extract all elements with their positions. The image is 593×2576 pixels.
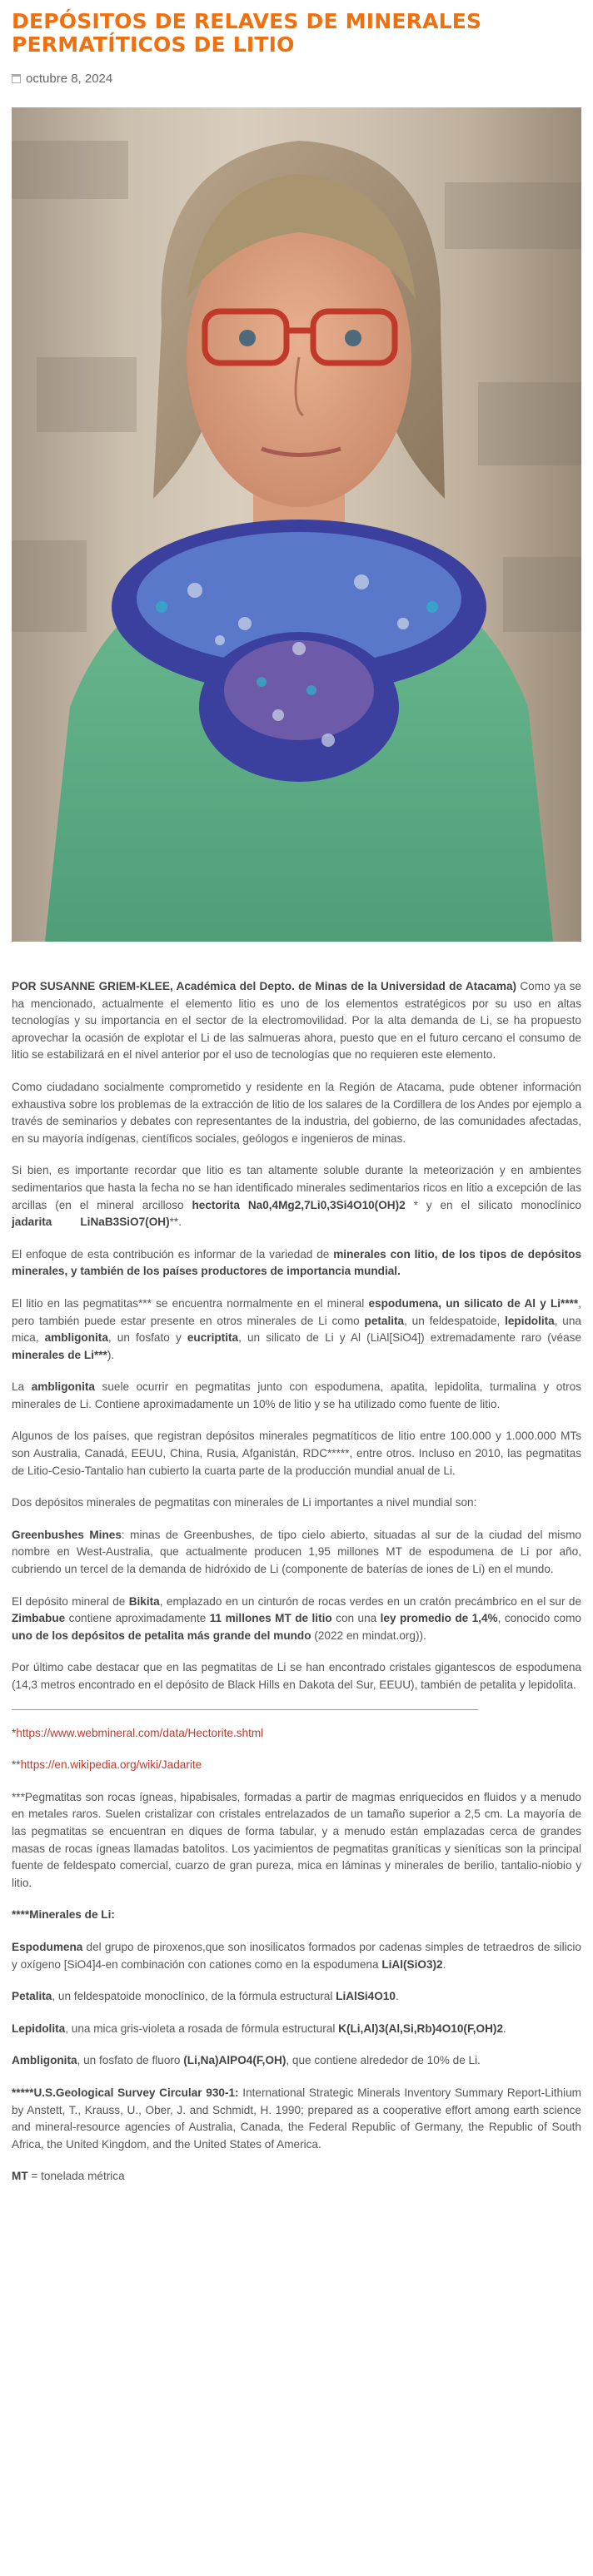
- footnote: Espodumena del grupo de piroxenos,que son inosilicatos formados por cadenas simples de tetraedros de silicio y oxígeno [SiO4]4-en combinación con cationes como en la espodumena LiAl(SiO3)2.: [12, 1940, 581, 1971]
- footnote: Petalita, un feldespatoide monoclínico, de la fórmula estructural LiAlSi4O10.: [12, 1990, 399, 2003]
- page-title: DEPÓSITOS DE RELAVES DE MINERALES PERMATÍTICOS DE LITIO: [12, 9, 482, 57]
- paragraph: Si bien, es importante recordar que litio es tan altamente soluble durante la meteorización y en ambientes sedimentarios que hasta la fecha no se han identificado minerales sedimentarios ricos en litio a excepción de las arcillas (en el mineral arcilloso hectorita Na0,4Mg2,7Li0,3Si4O10(OH)2 * y en el silicato monoclínico jadarita LiNaB3SiO7(OH)**.: [12, 1164, 581, 1229]
- paragraph: El enfoque de esta contribución es informar de la variedad de minerales con litio, de los tipos de depósitos minerales, y también de los países productores de importancia mundial.: [12, 1247, 582, 1278]
- paragraph: Greenbushes Mines: minas de Greenbushes, de tipo cielo abierto, situadas al sur de la ciudad del mismo nombre en West-Australia, que actualmente producen 1,95 millones MT de espodumena de Li por año, cubriendo un tercel de la demanda de hidróxido de Li (componente de baterías de iones de Li) en el mundo.: [12, 1528, 581, 1576]
- paragraph: La ambligonita suele ocurrir en pegmatitas junto con espodumena, apatita, lepidolita, turmalina y otros minerales de Li. Contiene aproximadamente un 10% de litio y se ha utilizado como fuente de litio.: [12, 1380, 581, 1410]
- paragraph: Algunos de los países, que registran depósitos minerales pegmatíticos de litio entre 100.000 y 1.000.000 MTs son Australia, Canadá, EEUU, China, Rusia, Afganistán, RDC*****, entre otros. Incluso en 2010, las pegmatitas de Litio-Cesio-Tantalio han cubierto la cuarta parte de la producción mundial anual de Li.: [12, 1430, 581, 1477]
- footnote: *https://www.webmineral.com/data/Hectorite.shtml: [12, 1726, 264, 1739]
- paragraph: Dos depósitos minerales de pegmatitas con minerales de Li importantes a nivel mundial son:: [12, 1496, 477, 1509]
- date-text: octubre 8, 2024: [26, 72, 113, 86]
- portrait-illustration: [12, 107, 581, 942]
- footnote-link[interactable]: https://www.webmineral.com/data/Hectorite.shtml: [16, 1726, 264, 1739]
- post-date: [12, 72, 581, 86]
- article-body: [0, 978, 593, 2186]
- byline: POR SUSANNE GRIEM-KLEE, Académica del Depto. de Minas de la Universidad de Atacama): [12, 980, 517, 992]
- footnote: MT = tonelada métrica: [12, 2170, 125, 2183]
- paragraph: El depósito mineral de Bikita, emplazado en un cinturón de rocas verdes en un cratón precámbrico en el sur de Zimbabue contiene aproximadamente 11 millones MT de litio con una ley promedio de 1,4%, conocido como uno de los depósitos de petalita más grande del mundo (2022 en mindat.org)).: [12, 1594, 582, 1642]
- separator: [12, 1709, 478, 1710]
- author-photo: [12, 107, 581, 942]
- footnote: Ambligonita, un fosfato de fluoro (Li,Na)AlPO4(F,OH), que contiene alrededor de 10% de Li.: [12, 2054, 481, 2067]
- footnote: Lepidolita, una mica gris-violeta a rosada de fórmula estructural K(Li,Al)3(Al,Si,Rb)4O10(F,OH)2.: [12, 2022, 506, 2035]
- footnote: *****U.S.Geological Survey Circular 930-1: International Strategic Minerals Inventory Summary Report-Lithium by Anstett, T., Krauss, U., Ober, J. and Schmidt, H. 1990; prepared as a cooperative effort among earth science and mineral-resource agencies of Australia, Canada, the Federal Republic of Germany, the Republic of South Africa, the United Kingdom, and the United States of America.: [12, 2086, 581, 2151]
- paragraph: POR SUSANNE GRIEM-KLEE, Académica del Depto. de Minas de la Universidad de Atacama) Como ya se ha mencionado, actualmente el elemento litio es uno de los elementos estratégicos por su uso en altas tecnologías y su importancia en el sector de la electromovilidad. Por la alta demanda de Li, se ha propuesto aprovechar la ocasión de explotar el Li de las salmueras ahora, puesto que en el futuro cercano el consumo de litio se estabilizará en el nivel anterior por el uso de tecnologías que no requieren este elemento.: [12, 980, 581, 1062]
- calendar-icon: [12, 74, 21, 83]
- paragraph: El litio en las pegmatitas*** se encuentra normalmente en el mineral espodumena, un silicato de Al y Li****, pero también puede estar presente en otros minerales de Li como petalita, un feldespatoide, lepidolita, una mica, ambligonita, un fosfato y eucriptita, un silicato de Li y Al (LiAl[SiO4]) extremadamente raro (véase minerales de Li***).: [12, 1296, 582, 1361]
- footnote: **https://en.wikipedia.org/wiki/Jadarite: [12, 1758, 202, 1772]
- footnote-title: ****Minerales de Li:: [12, 1908, 115, 1922]
- footnote-link[interactable]: https://en.wikipedia.org/wiki/Jadarite: [20, 1758, 202, 1772]
- paragraph: Como ciudadano socialmente comprometido y residente en la Región de Atacama, pude obtener información exhaustiva sobre los problemas de la extracción de litio de los salares de la Cordillera de los Andes por ejemplo a través de seminarios y debates con representantes de la industria, del gobierno, de las comunidades afectadas, en su mayoría indígenas, científicos sociales, geólogos e ingenieros de minas.: [12, 1080, 581, 1145]
- footnote: ***Pegmatitas son rocas ígneas, hipabisales, formadas a partir de magmas enriquecidos en fluidos y a menudo en metales raros. Suelen cristalizar con cristales entrelazados de un tamaño superior a 2,5 cm. La mayoría de las pegmatitas se encuentran en diques de forma tabular, y a menudo están emplazadas cerca de grandes masas de rocas ígneas llamadas batolitos. Los yacimientos de pegmatitas graníticas y sieníticas son la principal fuente de feldespato comercial, cuarzo de gran pureza, mica en láminas y minerales de berilio, tantalio-niobio y litio.: [12, 1790, 581, 1889]
- paragraph: Por último cabe destacar que en las pegmatitas de Li se han encontrado cristales gigantescos de espodumena (14,3 metros encontrado en el depósito de Black Hills en Dakota del Sur, EEUU), también de petalita y lepidolita.: [12, 1661, 581, 1691]
